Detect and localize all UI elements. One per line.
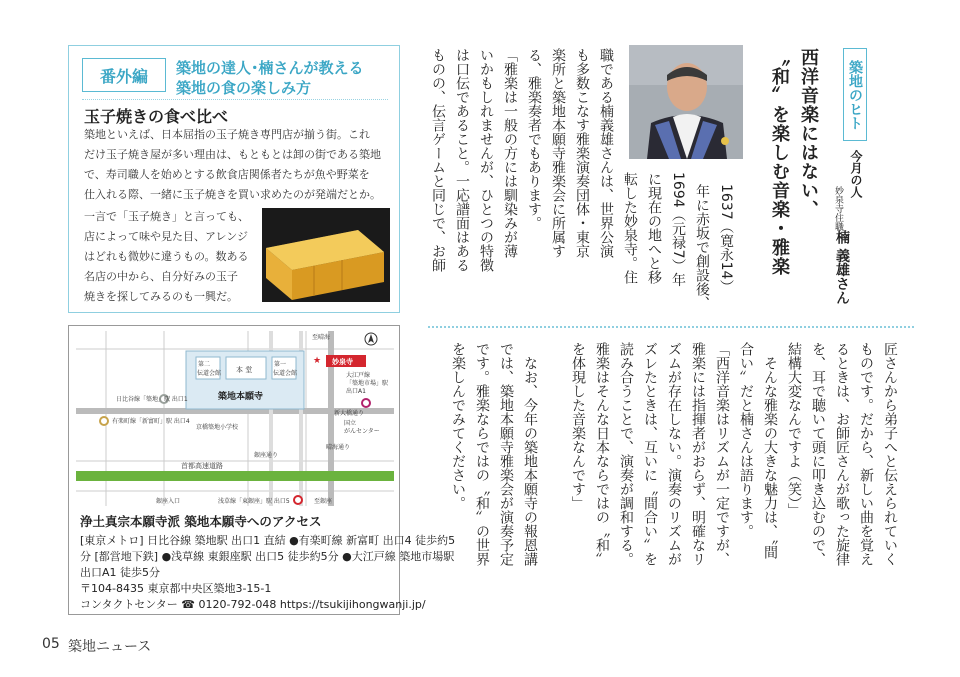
map-label-harumi: 晴海通り — [326, 444, 351, 451]
body-column: を、耳で聴いて頭に叩き込むので、 — [810, 342, 826, 566]
body-column: る、雅楽奏者でもあります。 — [526, 48, 542, 230]
body-column: そんな雅楽の大きな魅力は、〝間 — [762, 356, 778, 559]
body-column: いかもしれませんが、ひとつの特徴 — [478, 48, 494, 272]
bangai-text-line: だけ玉子焼き屋が多い理由は、もともとは卸の街である築地 — [84, 148, 381, 161]
map-label-cancer-2: がんセンター — [344, 428, 380, 435]
map-label-tsukiji-hongwanji: 築地本願寺 — [218, 392, 264, 402]
body-column: は口伝であること。一応譜面はある — [454, 48, 470, 272]
body-column: ズレたときは、互いに〝間合い〟を — [642, 342, 658, 566]
body-column: 1694（元禄7）年 — [670, 172, 686, 287]
bangai-text-line: 築地といえば、日本屈指の玉子焼き専門店が揃う街。これ — [84, 128, 370, 141]
bangai-text-line: 店によって味や見た目、アレンジ — [84, 230, 249, 243]
map-label-cancer: 国立 — [344, 420, 357, 427]
bangai-text-line: 名店の中から、自分好みの玉子 — [84, 270, 238, 283]
body-column: 結構大変なんですよ（笑）」 — [786, 342, 802, 517]
headline-line-1: 西洋音楽にはない、 — [798, 48, 819, 219]
bangai-heading: 玉子焼きの食べ比べ — [84, 107, 229, 126]
headline-line-2: 〝和〟を楽しむ音楽・雅楽 — [769, 48, 790, 276]
person-name: 楠 義雄さん — [834, 230, 850, 305]
bangai-text-line: 仕入れる際、一緒に玉子焼きを買い求めたのが発端だとか。 — [84, 188, 381, 201]
access-line: 分 [都営地下鉄] ●浅草線 東銀座駅 出口5 徒歩約5分 ●大江戸線 築地市場駅 — [80, 550, 455, 563]
page-number: 05 — [42, 636, 60, 652]
bangai-text-line: 焼きを探してみるのも一興だ。 — [84, 290, 238, 303]
body-column: に現在の地へと移 — [646, 172, 662, 284]
body-column: なお、今年の築地本願寺の報恩講 — [522, 356, 538, 566]
map-label-expressway: 首都高速道路 — [181, 462, 223, 470]
map-label-ginza-entrance: 銀座入口 — [156, 498, 181, 505]
bangai-text-line: 一言で「玉子焼き」と言っても、 — [84, 210, 249, 223]
tamagoyaki-photo — [262, 208, 390, 302]
body-column: ものの、伝言ゲームと同じで、お師 — [430, 48, 446, 272]
map-label-hall-2b: 伝道会館 — [197, 370, 222, 377]
body-column: るときは、お師匠さんが歌った旋律 — [834, 342, 850, 566]
bangai-text-line: で、寿司職人を始めとする飲食店関係者たちが魚や野菜を — [84, 168, 370, 181]
body-column: 楽所と築地本願寺雅楽会に所属す — [550, 48, 566, 258]
map-label-oedo-3: 出口A1 — [346, 388, 366, 395]
body-column: 「西洋音楽はリズムが一定ですが、 — [714, 342, 730, 566]
map-label-seiroka: 至晴海 — [312, 334, 331, 341]
body-column: 「雅楽は一般の方には馴染みが薄 — [502, 48, 518, 258]
bangai-dotted-rule — [82, 99, 388, 100]
access-title: 浄土真宗本願寺派 築地本願寺へのアクセス — [80, 514, 322, 529]
bangai-text-line: はどれも微妙に違うもの。数ある — [84, 250, 249, 263]
access-map — [76, 331, 394, 511]
body-column: 年に赤坂で創設後、 — [694, 184, 710, 310]
body-column: 雅楽はそんな日本ならではの〝和〟 — [594, 342, 610, 566]
map-label-itaru-ginza: 至銀座 — [314, 498, 333, 505]
access-address: 〒104-8435 東京都中央区築地3-15-1 — [80, 582, 272, 595]
body-column: です。雅楽ならではの〝和〟の世界 — [474, 342, 490, 566]
map-label-hibiya: 日比谷線「築地」駅 出口1 — [116, 396, 188, 403]
map-label-hall-1b: 伝道会館 — [273, 370, 298, 377]
bangai-tag: 番外編 — [82, 58, 166, 92]
body-column: ものです。だから、新しい曲を覚え — [858, 342, 874, 566]
map-label-school: 京橋築地小学校 — [196, 424, 239, 431]
body-column: では、築地本願寺雅楽会が演奏予定 — [498, 342, 514, 566]
star-icon: ★ — [313, 356, 322, 366]
section-label: 築地のヒト — [843, 48, 867, 141]
body-column: 1637（寛永14） — [718, 184, 734, 294]
body-column: も多数こなす雅楽演奏団体・東京 — [574, 48, 590, 258]
body-column: を楽しんでみてください。 — [450, 342, 466, 510]
person-role: 妙泉寺住職 — [833, 186, 843, 231]
person-photo — [629, 45, 743, 159]
map-label-ginza-street: 銀座通り — [254, 452, 279, 459]
access-contact: コンタクトセンター ☎ 0120-792-048 https://tsukijihongwanji.jp/ — [80, 598, 426, 611]
body-column: 匠さんから弟子へと伝えられていく — [882, 342, 898, 566]
access-line: [東京メトロ] 日比谷線 築地駅 出口1 直結 ●有楽町線 新富町 出口4 徒歩約5 — [80, 534, 456, 547]
map-label-yurakucho: 有楽町線「新富町」駅 出口4 — [112, 418, 190, 425]
body-column: を体現した音楽なんです」 — [570, 342, 586, 510]
map-label-hall-1: 第一 — [274, 361, 287, 368]
map-label-hondo: 本 堂 — [236, 366, 253, 374]
body-column: 読み合うことで、演奏が調和する。 — [618, 342, 634, 566]
map-label-oedo: 大江戸線 — [346, 372, 371, 379]
map-label-asakusa: 浅草線「東銀座」駅 出口5 — [218, 498, 290, 505]
publication-name: 築地ニュース — [68, 639, 152, 655]
dotted-divider — [428, 326, 914, 328]
body-column: 合い〟だと楠さんは語ります。 — [738, 342, 754, 538]
bangai-title-line-1: 築地の達人･楠さんが教える — [176, 59, 364, 77]
person-intro: 今月の人 — [849, 150, 863, 198]
map-label-myosenji: 妙泉寺 — [332, 358, 353, 366]
map-label-oedo-2: 「築地市場」駅 — [346, 380, 389, 387]
map-label-shin-ohashi: 新大橋通り — [334, 410, 365, 417]
body-column: 職である楠義雄さんは、世界公演 — [598, 48, 614, 258]
body-column: 転した妙泉寺。住 — [622, 172, 638, 284]
map-label-hall-2: 第二 — [198, 361, 211, 368]
access-line: 出口A1 徒歩5分 — [80, 566, 161, 579]
body-column: ズムが存在しない。演奏のリズムが — [666, 342, 682, 566]
body-column: 雅楽には指揮者がおらず、明確なリ — [690, 342, 706, 566]
bangai-title-line-2: 築地の食の楽しみ方 — [176, 79, 312, 97]
